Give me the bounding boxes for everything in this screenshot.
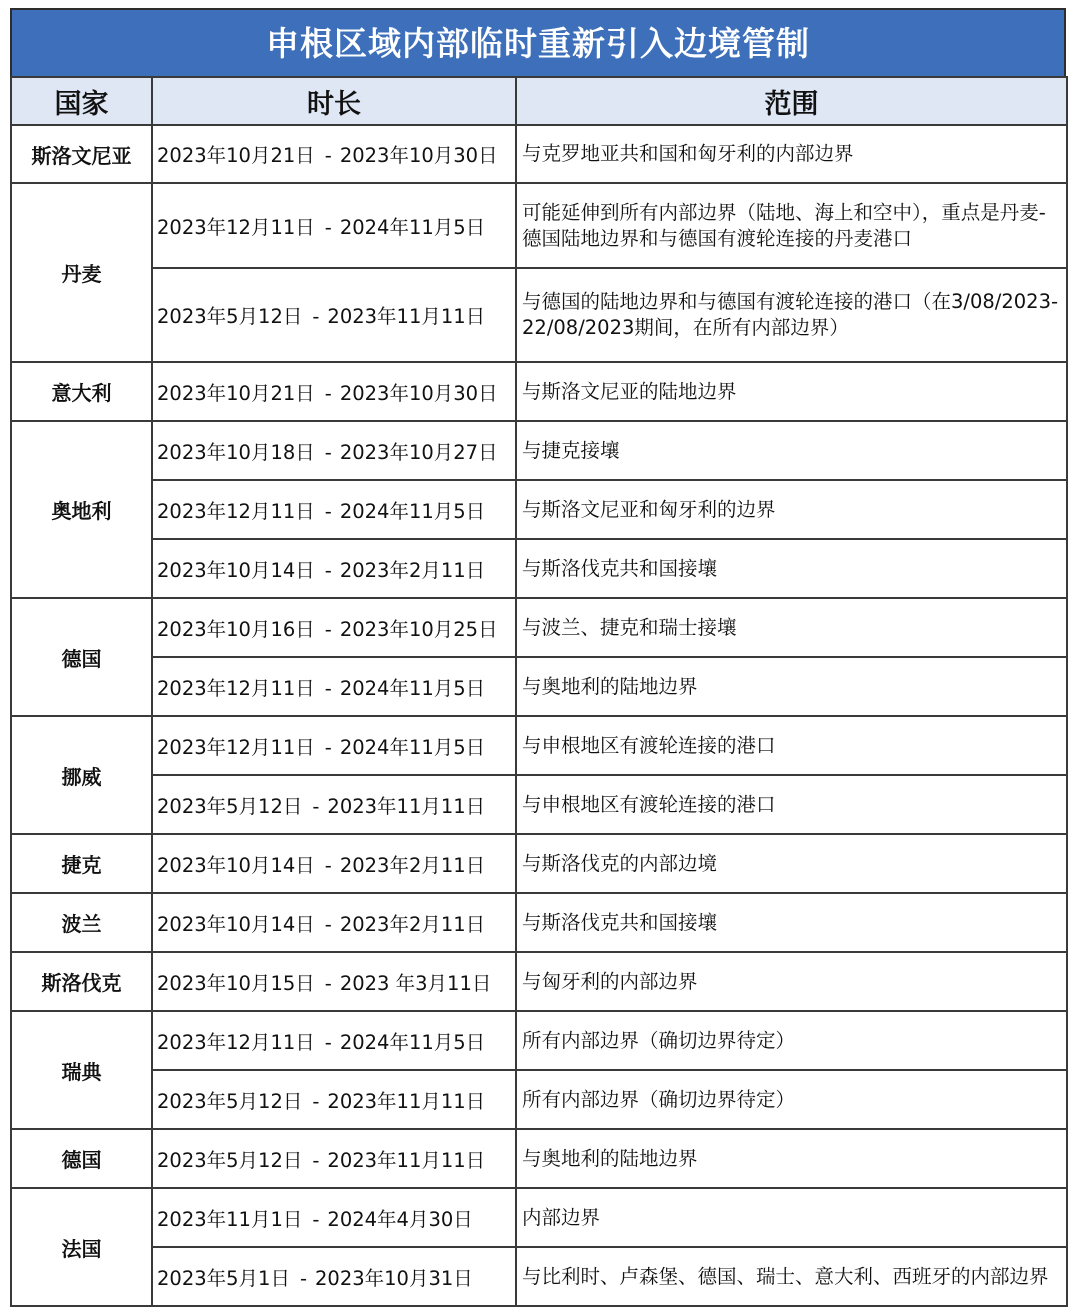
country-cell: 意大利 — [11, 362, 152, 421]
scope-cell: 与德国的陆地边界和与德国有渡轮连接的港口（在3/08/2023-22/08/2023期间，在所有内部边界） — [516, 268, 1067, 362]
date-range-separator: - — [324, 676, 332, 700]
country-cell: 斯洛文尼亚 — [11, 125, 152, 183]
table-row — [11, 657, 1067, 716]
start-date: 2023年5月12日 — [157, 305, 303, 328]
country-cell: 捷克 — [11, 834, 152, 893]
start-date: 2023年12月11日 — [157, 1030, 315, 1054]
date-range-separator: - — [299, 1266, 307, 1290]
end-date: 2023年11月11日 — [327, 305, 486, 328]
start-date: 2023年5月12日 — [157, 1089, 303, 1113]
country-cell: 德国 — [11, 598, 152, 716]
table-row — [11, 539, 1067, 598]
duration-cell — [152, 952, 516, 1011]
border-control-table-wrapper — [10, 8, 1066, 1307]
scope-cell: 所有内部边界（确切边界待定） — [516, 1011, 1067, 1070]
date-range-separator: - — [324, 215, 332, 239]
table-row — [11, 1129, 1067, 1188]
end-date: 2024年11月5日 — [339, 1030, 486, 1054]
duration-cell — [152, 834, 516, 893]
scope-cell: 与斯洛伐克共和国接壤 — [516, 539, 1067, 598]
scope-cell: 与斯洛文尼亚和匈牙利的边界 — [516, 480, 1067, 539]
table-row — [11, 362, 1067, 421]
table-row — [11, 716, 1067, 775]
end-date: 2023 年3月11日 — [339, 971, 492, 995]
scope-cell: 与比利时、卢森堡、德国、瑞士、意大利、西班牙的内部边界 — [516, 1247, 1067, 1306]
start-date: 2023年10月15日 — [157, 971, 315, 995]
date-range-separator: - — [312, 1089, 320, 1113]
end-date: 2023年10月30日 — [339, 381, 498, 405]
start-date: 2023年12月11日 — [157, 215, 315, 239]
duration-cell — [152, 539, 516, 598]
start-date: 2023年10月21日 — [157, 381, 315, 405]
duration-cell — [152, 1247, 516, 1306]
scope-cell: 与波兰、捷克和瑞士接壤 — [516, 598, 1067, 657]
duration-cell — [152, 268, 516, 362]
start-date: 2023年12月11日 — [157, 735, 315, 759]
scope-cell: 与奥地利的陆地边界 — [516, 657, 1067, 716]
table-title: 申根区域内部临时重新引入边境管制 — [10, 8, 1066, 76]
end-date: 2023年10月30日 — [339, 144, 498, 167]
start-date: 2023年10月14日 — [157, 853, 315, 877]
table-row — [11, 834, 1067, 893]
start-date: 2023年10月14日 — [157, 558, 315, 582]
table-row — [11, 183, 1067, 268]
country-cell: 德国 — [11, 1129, 152, 1188]
duration-cell — [152, 362, 516, 421]
table-row — [11, 1070, 1067, 1129]
table-row — [11, 480, 1067, 539]
start-date: 2023年10月21日 — [157, 144, 315, 167]
end-date: 2023年11月11日 — [327, 1148, 486, 1172]
table-body — [11, 125, 1067, 1306]
date-range-separator: - — [312, 1148, 320, 1172]
duration-cell — [152, 1129, 516, 1188]
date-range-separator: - — [324, 1030, 332, 1054]
table-row — [11, 268, 1067, 362]
scope-cell: 内部边界 — [516, 1188, 1067, 1247]
country-cell: 斯洛伐克 — [11, 952, 152, 1011]
scope-cell: 与斯洛伐克的内部边境 — [516, 834, 1067, 893]
duration-cell — [152, 893, 516, 952]
scope-cell: 与匈牙利的内部边界 — [516, 952, 1067, 1011]
scope-cell: 与捷克接壤 — [516, 421, 1067, 480]
table-row — [11, 1011, 1067, 1070]
date-range-separator: - — [324, 144, 332, 167]
country-cell: 丹麦 — [11, 183, 152, 362]
table-row — [11, 1188, 1067, 1247]
table-row — [11, 1247, 1067, 1306]
end-date: 2024年11月5日 — [339, 499, 486, 523]
start-date: 2023年5月12日 — [157, 1148, 303, 1172]
end-date: 2024年11月5日 — [339, 676, 486, 700]
start-date: 2023年12月11日 — [157, 499, 315, 523]
start-date: 2023年10月18日 — [157, 440, 315, 464]
duration-cell — [152, 125, 516, 183]
end-date: 2023年2月11日 — [339, 912, 486, 936]
start-date: 2023年12月11日 — [157, 676, 315, 700]
date-range-separator: - — [324, 912, 332, 936]
end-date: 2023年11月11日 — [327, 794, 486, 818]
scope-cell: 与克罗地亚共和国和匈牙利的内部边界 — [516, 125, 1067, 183]
date-range-separator: - — [324, 735, 332, 759]
border-control-table — [10, 76, 1068, 1307]
country-cell: 波兰 — [11, 893, 152, 952]
start-date: 2023年10月14日 — [157, 912, 315, 936]
duration-cell — [152, 421, 516, 480]
date-range-separator: - — [324, 381, 332, 405]
scope-cell: 所有内部边界（确切边界待定） — [516, 1070, 1067, 1129]
date-range-separator: - — [324, 558, 332, 582]
end-date: 2023年11月11日 — [327, 1089, 486, 1113]
start-date: 2023年10月16日 — [157, 617, 315, 641]
table-row — [11, 893, 1067, 952]
end-date: 2024年4月30日 — [327, 1207, 473, 1231]
end-date: 2023年10月31日 — [315, 1266, 473, 1290]
header-scope: 范围 — [516, 77, 1067, 125]
end-date: 2023年10月27日 — [339, 440, 498, 464]
scope-cell: 与申根地区有渡轮连接的港口 — [516, 775, 1067, 834]
header-country: 国家 — [11, 77, 152, 125]
date-range-separator: - — [312, 305, 320, 328]
start-date: 2023年5月1日 — [157, 1266, 290, 1290]
end-date: 2023年10月25日 — [339, 617, 498, 641]
date-range-separator: - — [324, 971, 332, 995]
end-date: 2024年11月5日 — [339, 215, 486, 239]
header-duration: 时长 — [152, 77, 516, 125]
table-row — [11, 125, 1067, 183]
country-cell: 瑞典 — [11, 1011, 152, 1129]
duration-cell — [152, 480, 516, 539]
date-range-separator: - — [324, 853, 332, 877]
duration-cell — [152, 598, 516, 657]
scope-cell: 可能延伸到所有内部边界（陆地、海上和空中），重点是丹麦-德国陆地边界和与德国有渡轮连接的丹麦港口 — [516, 183, 1067, 268]
start-date: 2023年11月1日 — [157, 1207, 303, 1231]
scope-cell: 与申根地区有渡轮连接的港口 — [516, 716, 1067, 775]
duration-cell — [152, 1188, 516, 1247]
end-date: 2023年2月11日 — [339, 558, 486, 582]
date-range-separator: - — [324, 499, 332, 523]
duration-cell — [152, 657, 516, 716]
start-date: 2023年5月12日 — [157, 794, 303, 818]
duration-cell — [152, 183, 516, 268]
end-date: 2024年11月5日 — [339, 735, 486, 759]
duration-cell — [152, 1070, 516, 1129]
duration-cell — [152, 775, 516, 834]
duration-cell — [152, 716, 516, 775]
header-row — [11, 77, 1067, 125]
duration-cell — [152, 1011, 516, 1070]
scope-cell: 与斯洛伐克共和国接壤 — [516, 893, 1067, 952]
country-cell: 挪威 — [11, 716, 152, 834]
country-cell: 奥地利 — [11, 421, 152, 598]
date-range-separator: - — [324, 440, 332, 464]
date-range-separator: - — [312, 1207, 320, 1231]
scope-cell: 与奥地利的陆地边界 — [516, 1129, 1067, 1188]
table-row — [11, 952, 1067, 1011]
table-row — [11, 775, 1067, 834]
country-cell: 法国 — [11, 1188, 152, 1306]
table-row — [11, 421, 1067, 480]
table-row — [11, 598, 1067, 657]
date-range-separator: - — [324, 617, 332, 641]
scope-cell: 与斯洛文尼亚的陆地边界 — [516, 362, 1067, 421]
end-date: 2023年2月11日 — [339, 853, 486, 877]
date-range-separator: - — [312, 794, 320, 818]
